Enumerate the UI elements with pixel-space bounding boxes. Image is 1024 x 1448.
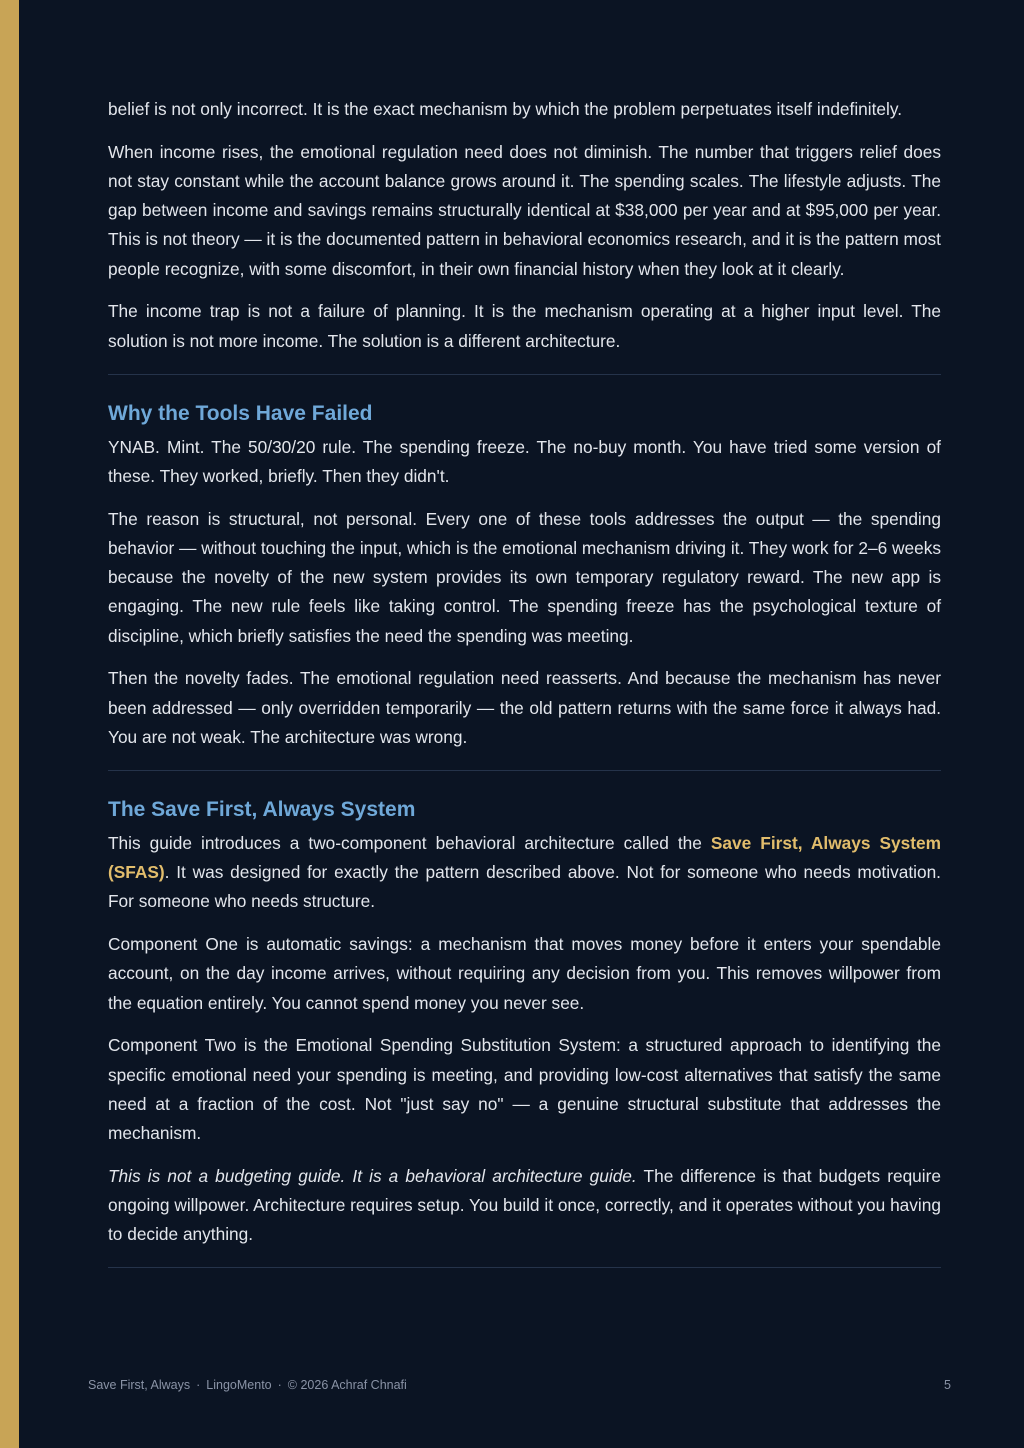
section-divider	[108, 374, 941, 375]
tools-paragraph-3: Then the novelty fades. The emotional regulation need reasserts. And because the mechanism has never been addressed — only overridden temporarily — the old pattern returns with the same force it always had. You are not weak. The architecture was wrong.	[108, 668, 941, 747]
section-heading-sfas: The Save First, Always System	[108, 798, 416, 822]
sfas-paragraph-1	[108, 829, 941, 917]
sfas-paragraph-3: Component Two is the Emotional Spending Substitution System: a structured approach to identifying the specific emotional need your spending is meeting, and providing low-cost alternatives that satisfy the same need at a fraction of the cost. Not "just say no" — a genuine structural substitute that addresses the mechanism.	[108, 1035, 941, 1144]
sfas-intro-text: This guide introduces a two-component behavioral architecture called the	[108, 833, 711, 854]
tools-paragraph-2: The reason is structural, not personal. Every one of these tools addresses the output — the spending behavior — without touching the input, which is the emotional mechanism driving it. They work for 2–6 weeks because the novelty of the new system provides its own temporary regulatory reward. The new app is engaging. The new rule feels like taking control. The spending freeze has the psychological texture of discipline, which briefly satisfies the need the spending was meeting.	[108, 508, 941, 646]
footer-separator: ·	[277, 1378, 282, 1392]
page-footer	[88, 1378, 951, 1392]
section-divider	[108, 770, 941, 771]
intro-paragraph-1: belief is not only incorrect. It is the exact mechanism by which the problem perpetuates itself indefinitely.	[108, 99, 903, 119]
section-heading-tools: Why the Tools Have Failed	[108, 401, 373, 425]
footer-brand: LingoMento	[206, 1378, 272, 1392]
accent-bar	[0, 0, 19, 1448]
footer-title: Save First, Always	[88, 1378, 191, 1392]
tools-paragraph-1: YNAB. Mint. The 50/30/20 rule. The spending freeze. The no-buy month. You have tried some version of these. They worked, briefly. Then they didn't.	[108, 436, 941, 487]
sfas-paragraph-4	[108, 1162, 941, 1250]
sfas-italic-statement: This is not a budgeting guide. It is a behavioral architecture guide.	[108, 1165, 637, 1186]
section-divider	[108, 1267, 941, 1268]
sfas-paragraph-4-rest: The difference is that budgets require ongoing willpower. Architecture requires setup. You build it once, correctly, and it operates without you having to decide anything.	[108, 1165, 942, 1245]
sfas-intro-rest: . It was designed for exactly the pattern described above. Not for someone who needs motivation. For someone who needs structure.	[108, 862, 941, 912]
sfas-highlight: Save First, Always System (SFAS)	[108, 833, 941, 883]
page-content	[108, 95, 941, 1292]
footer-left	[88, 1378, 407, 1392]
footer-separator: ·	[196, 1378, 201, 1392]
intro-paragraph-2: When income rises, the emotional regulation need does not diminish. The number that triggers relief does not stay constant while the account balance grows around it. The spending scales. The lifestyle adjusts. The gap between income and savings remains structurally identical at $38,000 per year and at $95,000 per year. This is not theory — it is the documented pattern in behavioral economics research, and it is the pattern most people recognize, with some discomfort, in their own financial history when they look at it clearly.	[108, 141, 941, 279]
intro-paragraph-3: The income trap is not a failure of planning. It is the mechanism operating at a higher input level. The solution is not more income. The solution is a different architecture.	[108, 301, 941, 351]
footer-copyright: © 2026 Achraf Chnafi	[287, 1378, 407, 1392]
page-number: 5	[944, 1378, 951, 1392]
sfas-paragraph-2: Component One is automatic savings: a mechanism that moves money before it enters your spendable account, on the day income arrives, without requiring any decision from you. This removes willpower from the equation entirely. You cannot spend money you never see.	[108, 934, 941, 1013]
